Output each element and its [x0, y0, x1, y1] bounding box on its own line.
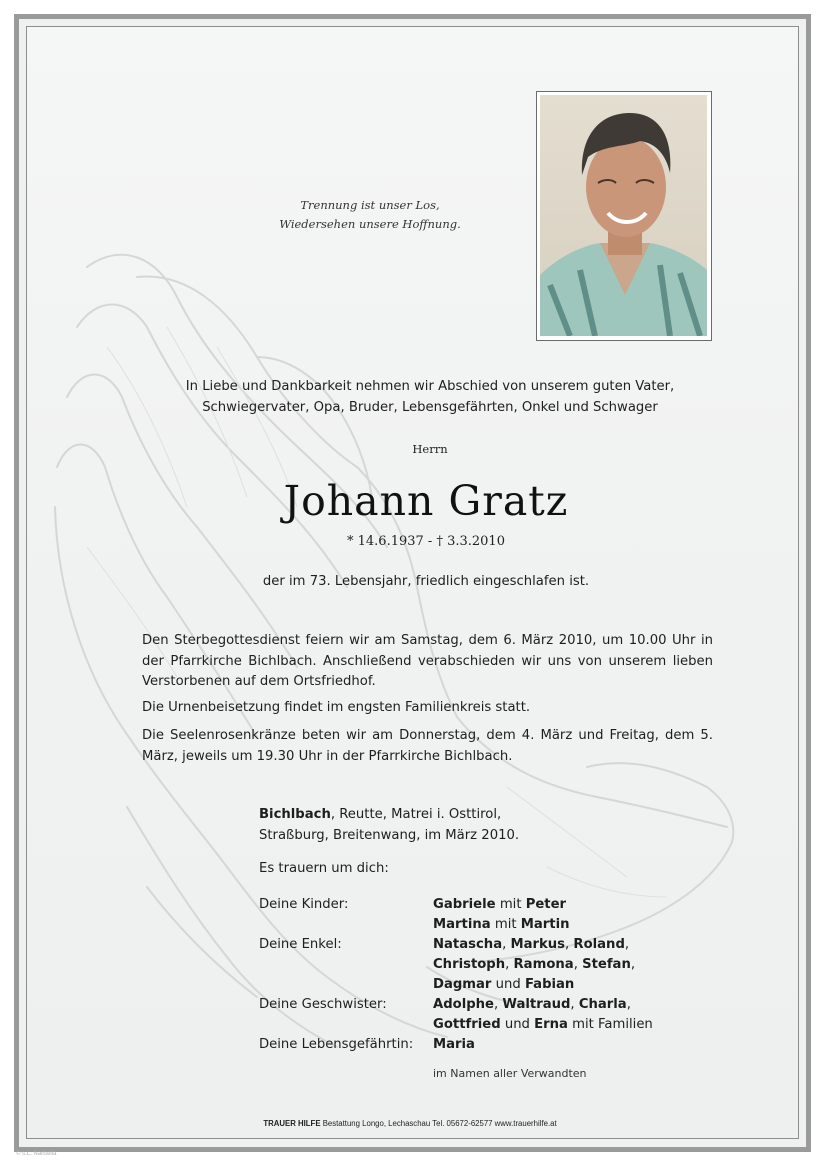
place-line-2: Straßburg, Breitenwang, im März 2010. — [259, 827, 520, 843]
sibling-name: Erna — [534, 1017, 568, 1032]
mourners-heading: Es trauern um dich: — [259, 861, 389, 876]
child-name: Gabriele — [433, 897, 496, 912]
motto — [220, 196, 520, 234]
place-rest: , Reutte, Matrei i. Osttirol, — [330, 807, 502, 822]
footer-brand: TRAUER HILFE — [263, 1119, 321, 1128]
image-credit: © s.L. Naitsella — [16, 1151, 57, 1157]
child-name: Martina — [433, 917, 491, 932]
families-note: mit Familien — [572, 1017, 653, 1032]
urn-burial-paragraph: Die Urnenbeisetzung findet im engsten Familienkreis statt. — [142, 700, 531, 715]
sibling-name: Gottfried — [433, 1017, 501, 1032]
motto-line-1: Trennung ist unser Los, — [300, 198, 440, 212]
partner-row — [259, 1035, 719, 1055]
salutation: Herrn — [412, 442, 448, 456]
children-row — [259, 915, 719, 935]
children-row — [259, 895, 719, 915]
children-label: Deine Kinder: — [259, 897, 349, 912]
grandchild-name: Markus — [510, 937, 566, 952]
grandchildren-row: Christoph, Ramona, Stefan, — [433, 957, 636, 972]
grandchild-name: Roland — [573, 937, 625, 952]
motto-line-2: Wiedersehen unsere Hoffnung. — [279, 217, 461, 231]
siblings-row — [259, 1015, 719, 1035]
place-line-1 — [259, 805, 589, 826]
rosary-paragraph: Die Seelenrosenkränze beten wir am Donnerstag, dem 4. März und Freitag, dem 5. März, jeweils um 19.30 Uhr in der Pfarrkirche Bichlbach. — [142, 728, 713, 764]
partner-name: Peter — [525, 897, 567, 912]
sibling-name: Adolphe — [433, 997, 494, 1012]
siblings-row: Deine Geschwister: Adolphe, Waltraud, Charla, — [259, 995, 719, 1015]
mourners-list — [259, 895, 719, 1055]
grandchildren-label: Deine Enkel: — [259, 937, 342, 952]
grandchild-name: Ramona — [513, 957, 574, 972]
grandchild-name: Dagmar — [433, 977, 492, 992]
connector: mit — [499, 897, 522, 912]
portrait-image — [540, 95, 707, 336]
partner-name: Maria — [433, 1037, 475, 1052]
grandchildren-row: Deine Enkel: Natascha, Markus, Roland, — [259, 935, 719, 955]
deceased-name: Johann Gratz — [283, 477, 569, 525]
age-line: der im 73. Lebensjahr, friedlich eingeschlafen ist. — [262, 574, 590, 589]
grandchild-name: Christoph — [433, 957, 506, 972]
footer — [150, 1119, 670, 1128]
partner-label: Deine Lebensgefährtin: — [259, 1037, 414, 1052]
funeral-service-paragraph: Den Sterbegottesdienst feiern wir am Samstag, dem 6. März 2010, um 10.00 Uhr in der Pfarrkirche Bichlbach. Anschließend verabschieden wir uns von unserem lieben Verstorbenen auf dem Ortsfriedhof. — [142, 633, 713, 689]
relatives-note: im Namen aller Verwandten — [433, 1067, 587, 1080]
intro-line-1: In Liebe und Dankbarkeit nehmen wir Abschied von unserem guten Vater, — [185, 379, 675, 394]
connector: mit — [494, 917, 517, 932]
sibling-name: Charla — [578, 997, 627, 1012]
place-town: Bichlbach — [259, 807, 331, 822]
place-and-date — [259, 805, 589, 846]
grandchildren-row — [259, 975, 719, 995]
portrait-photo — [536, 91, 712, 341]
footer-text: Bestattung Longo, Lechaschau Tel. 05672-62577 www.trauerhilfe.at — [322, 1119, 557, 1128]
connector: und — [504, 1017, 530, 1032]
sibling-name: Waltraud — [502, 997, 571, 1012]
intro-line-2: Schwiegervater, Opa, Bruder, Lebensgefährten, Onkel und Schwager — [202, 399, 658, 415]
connector: und — [495, 977, 521, 992]
siblings-label: Deine Geschwister: — [259, 997, 387, 1012]
intro-text — [120, 377, 740, 418]
grandchild-name: Fabian — [524, 977, 575, 992]
partner-name: Martin — [520, 917, 570, 932]
grandchild-name: Natascha — [433, 937, 503, 952]
grandchild-name: Stefan — [582, 957, 631, 972]
life-dates: * 14.6.1937 - † 3.3.2010 — [347, 534, 505, 549]
